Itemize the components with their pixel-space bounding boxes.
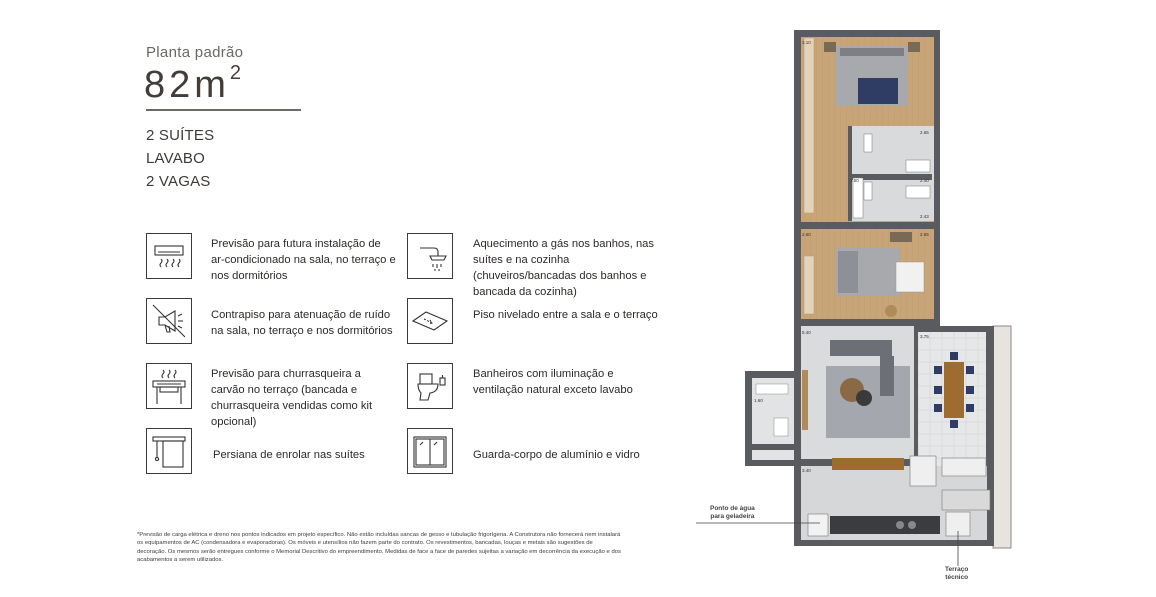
amenity-text-gas: Aquecimento a gás nos banhos, nas suítes e na cozinha (chuveiros/bancadas dos banhos e bancada da cozinha) xyxy=(473,238,654,298)
feature-item: 2 VAGAS xyxy=(146,173,211,190)
feature-item: LAVABO xyxy=(146,150,206,167)
plan-dim: 3.40 xyxy=(802,468,811,473)
amenity-text-bath: Banheiros com iluminação e ventilação natural exceto lavabo xyxy=(473,368,633,396)
title-rule xyxy=(146,109,301,111)
callout-terrace-line1: Terraço xyxy=(945,566,969,573)
plan-dim: 2.43 xyxy=(920,214,929,219)
plan-dim: 2.65 xyxy=(920,130,929,135)
area-title xyxy=(144,64,241,107)
plan-dim: 2.60 xyxy=(802,232,811,237)
callout-water-line1: Ponto de água xyxy=(710,505,755,512)
amenity-text-ac: Previsão para futura instalação de ar-condicionado na sala, no terraço e nos dormitórios xyxy=(211,238,396,282)
plan-dim: 3.75 xyxy=(920,334,929,339)
footnote: *Previsão de carga elétrica e dreno nos pontos indicados em projeto específico. Não estão incluídas sancas de gesso e tubulação frigorígena. A Construtora não fornecerá nem instalará os equipamentos de AC (condensadora e evaporadoras). Os móveis e utensílios não fazem parte do contrato. Os revestimentos, bancadas, louças e metais são sugestões de decoração. Os mesmos serão entregues conforme o Memorial Descritivo do empreendimento. Medidas de face a face de paredes sujeitas a variação em decorrência da execução e dos acabamentos a serem utilizados. xyxy=(137,532,621,564)
amenity-text-floor: Piso nivelado entre a sala e o terraço xyxy=(473,309,658,321)
plan-dim: 5.40 xyxy=(802,330,811,335)
glass-railing-icon xyxy=(407,428,453,474)
level-floor-icon xyxy=(407,298,453,344)
roller-blind-icon xyxy=(146,428,192,474)
toilet-icon xyxy=(407,363,453,409)
plan-dim: 2.65 xyxy=(920,232,929,237)
callout-technical-terrace xyxy=(945,566,968,582)
feature-item: 2 SUÍTES xyxy=(146,127,215,144)
plan-dim: 3.10 xyxy=(802,40,811,45)
amenity-text-blind: Persiana de enrolar nas suítes xyxy=(213,449,365,461)
noise-reduction-icon xyxy=(146,298,192,344)
floor-plan-drawing xyxy=(690,26,1030,586)
floor-plan xyxy=(690,26,1030,586)
callout-terrace-line2: técnico xyxy=(945,574,969,581)
plan-dim: 1.50 xyxy=(850,178,859,183)
gas-shower-icon xyxy=(407,233,453,279)
amenity-text-railing: Guarda-corpo de alumínio e vidro xyxy=(473,449,640,461)
amenity-text-bbq: Previsão para churrasqueira a carvão no terraço (bancada e churrasqueira vendidas como kit opcional) xyxy=(211,368,373,428)
barbecue-icon xyxy=(146,363,192,409)
amenity-text-noise: Contrapiso para atenuação de ruído na sala, no terraço e nos dormitórios xyxy=(211,309,393,337)
plan-dim: 1.60 xyxy=(754,398,763,403)
callout-water-point xyxy=(710,505,755,521)
area-unit-exp: 2 xyxy=(229,62,242,85)
area-value: 82m xyxy=(144,64,230,106)
air-conditioner-icon xyxy=(146,233,192,279)
callout-water-line2: para geladeira xyxy=(710,513,755,520)
subtitle: Planta padrão xyxy=(146,44,244,61)
features-list xyxy=(146,124,214,193)
plan-dim: 2.40 xyxy=(920,178,929,183)
